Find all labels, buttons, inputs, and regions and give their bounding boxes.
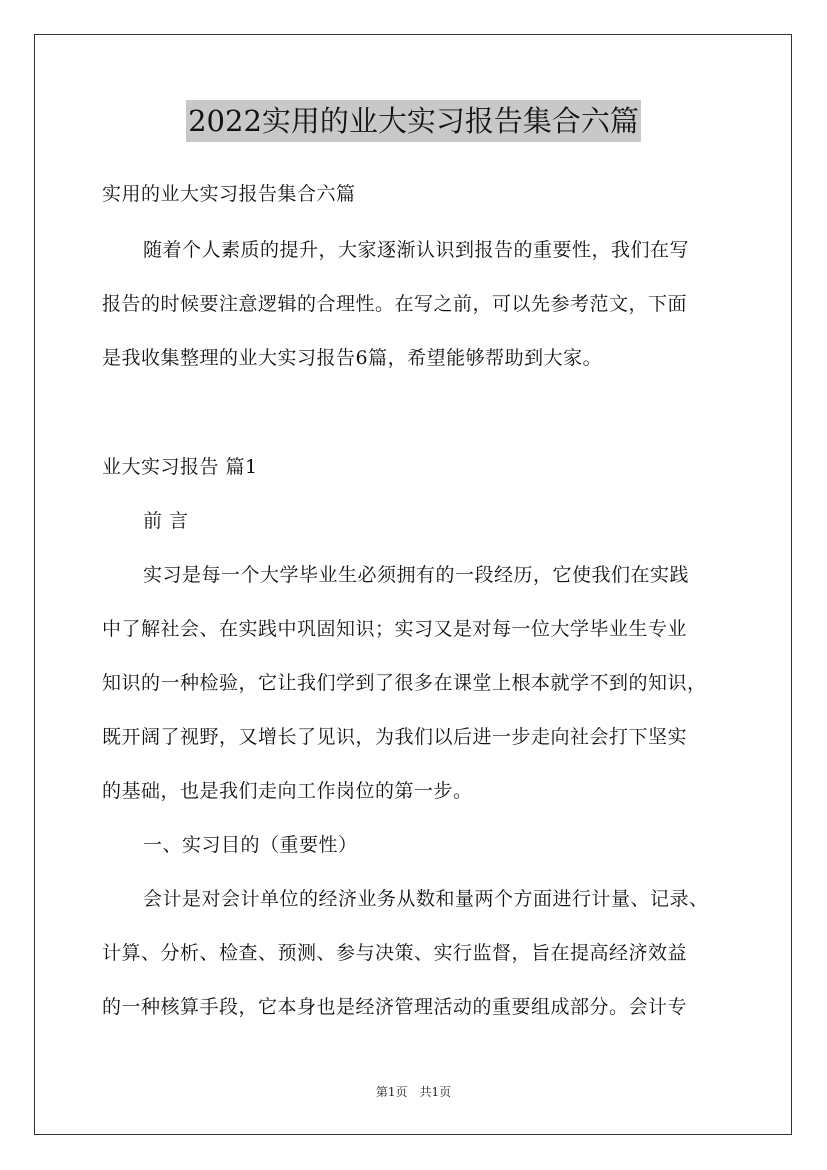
preface-line-2: 中了解社会、在实践中巩固知识；实习又是对每一位大学毕业生专业: [102, 618, 688, 640]
document-subtitle: 实用的业大实习报告集合六篇: [102, 183, 356, 205]
preface-heading: 前 言: [143, 510, 189, 532]
purpose-line-1: 会计是对会计单位的经济业务从数和量两个方面进行计量、记录、: [143, 888, 709, 910]
intro-line-1: 随着个人素质的提升，大家逐渐认识到报告的重要性，我们在写: [143, 239, 690, 261]
intro-line-2: 报告的时候要注意逻辑的合理性。在写之前，可以先参考范文，下面: [102, 293, 688, 315]
page-number-footer: 第1页 共1页: [375, 1085, 452, 1099]
preface-line-3: 知识的一种检验，它让我们学到了很多在课堂上根本就学不到的知识，: [102, 672, 707, 694]
purpose-line-3: 的一种核算手段，它本身也是经济管理活动的重要组成部分。会计专: [102, 996, 688, 1018]
purpose-line-2: 计算、分析、检查、预测、参与决策、实行监督，旨在提高经济效益: [102, 942, 688, 964]
section-heading: 业大实习报告 篇1: [102, 456, 258, 478]
preface-line-5: 的基础，也是我们走向工作岗位的第一步。: [102, 780, 473, 802]
preface-line-1: 实习是每一个大学毕业生必须拥有的一段经历，它使我们在实践: [143, 564, 690, 586]
purpose-heading: 一、实习目的（重要性）: [143, 834, 358, 856]
document-title: 2022实用的业大实习报告集合六篇: [186, 100, 641, 142]
title-container: [0, 100, 827, 142]
intro-line-3: 是我收集整理的业大实习报告6篇，希望能够帮助到大家。: [102, 347, 603, 369]
preface-line-4: 既开阔了视野，又增长了见识，为我们以后进一步走向社会打下坚实: [102, 726, 688, 748]
